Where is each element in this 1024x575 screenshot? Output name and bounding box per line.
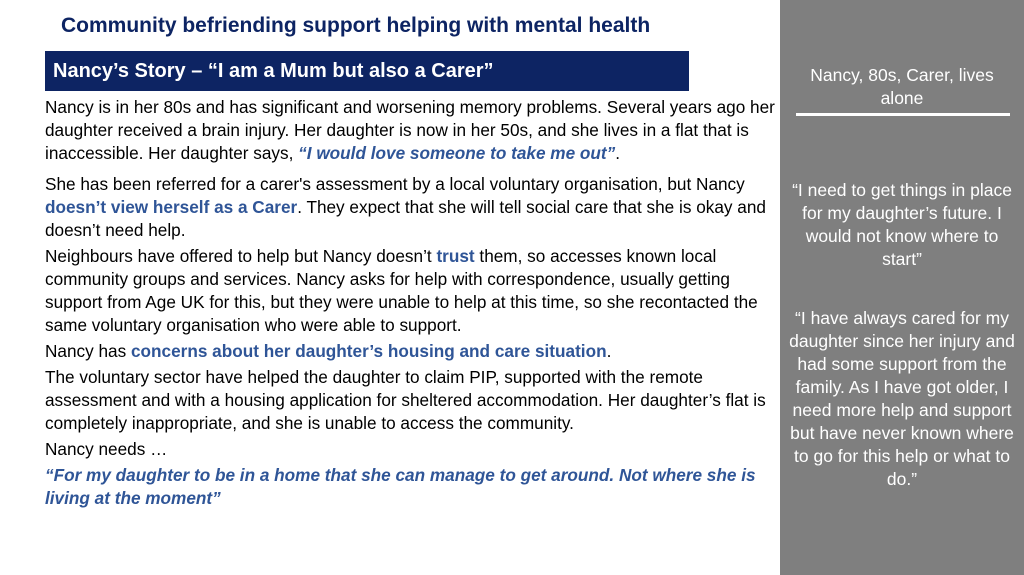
- p3-end: them, so accesses known local community groups and services. Nancy asks for help with correspondence, usually getting support from Age UK for this, but they were unable to help at this time, so she recontacted the same voluntary organisation who were able to support.: [45, 246, 758, 335]
- p3-highlight: trust: [436, 246, 475, 266]
- paragraph-3: [45, 245, 780, 337]
- p4-text: Nancy has: [45, 341, 131, 361]
- p4-end: .: [606, 341, 612, 361]
- daughter-quote: “I would love someone to take me out”: [298, 143, 616, 163]
- story-body: [45, 96, 780, 518]
- paragraph-2: [45, 173, 780, 242]
- p3-text: Neighbours have offered to help but Nancy doesn’t: [45, 246, 437, 266]
- sidebar-divider: [796, 113, 1010, 116]
- p2-highlight: doesn’t view herself as a Carer: [45, 197, 298, 217]
- p4-highlight: concerns about her daughter’s housing and care situation: [130, 341, 607, 361]
- sidebar-quote-2: “I have always cared for my daughter since her injury and had some support from the family. As I have got older, I need more help and support but have never known where to go for this help or what to do.”: [789, 308, 1015, 489]
- quote-sidebar: [780, 0, 1024, 575]
- p2-text: She has been referred for a carer's assessment by a local voluntary organisation, but Nancy: [45, 174, 745, 194]
- p1-end: .: [615, 143, 621, 163]
- paragraph-6: Nancy needs …: [45, 439, 168, 459]
- page-title: Community befriending support helping with mental health: [61, 14, 651, 37]
- p1-text: Nancy is in her 80s and has significant and worsening memory problems. Several years ago her daughter received a brain injury. Her daughter is now in her 50s, and she lives in a flat that is inaccessible. Her daughter says,: [45, 97, 775, 163]
- needs-quote: “For my daughter to be in a home that she can manage to get around. Not where she is living at the moment”: [45, 465, 756, 508]
- sidebar-quote-1: “I need to get things in place for my daughter’s future. I would not know where to start”: [792, 180, 1012, 269]
- sidebar-heading: Nancy, 80s, Carer, lives alone: [810, 65, 994, 108]
- paragraph-1: [45, 96, 780, 165]
- story-banner: Nancy’s Story – “I am a Mum but also a Carer”: [45, 51, 689, 91]
- paragraph-5: The voluntary sector have helped the daughter to claim PIP, supported with the remote assessment and with a housing application for sheltered accommodation. Her daughter’s flat is completely inappropriate, and she is unable to access the community.: [45, 367, 766, 433]
- paragraph-4: [45, 340, 780, 363]
- p2-end: . They expect that she will tell social care that she is okay and doesn’t need help.: [45, 197, 766, 240]
